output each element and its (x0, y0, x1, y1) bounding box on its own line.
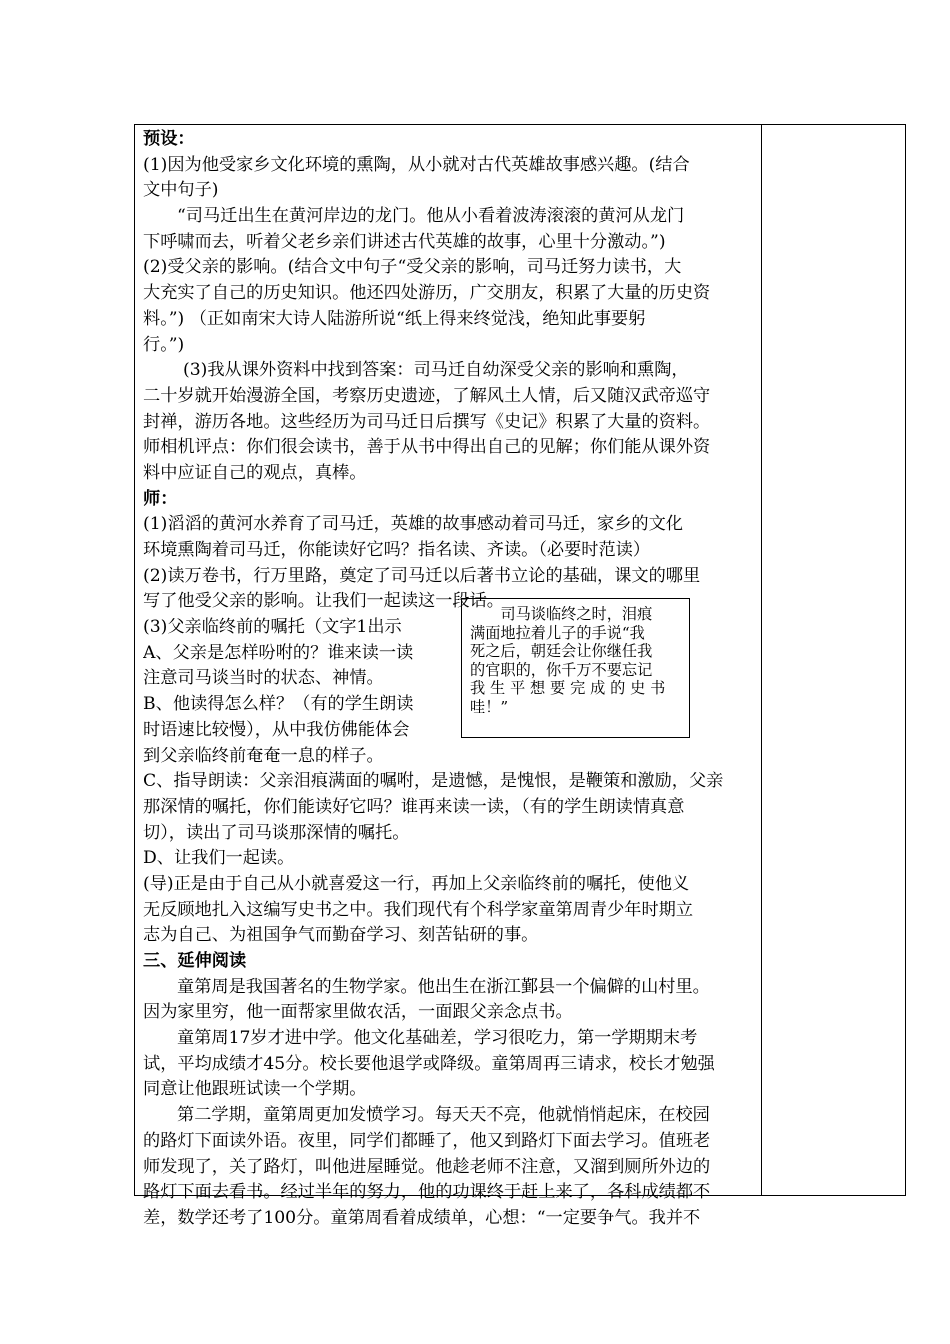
text-line: 文中句子) (143, 180, 219, 201)
text-line: 志为自己、为祖国争气而勤奋学习、刻苦钻研的事。 (143, 925, 539, 946)
text-line: 差，数学还考了100分。童第周看着成绩单，心想：“一定要争气。我并不 (143, 1207, 701, 1228)
text-line: (3)父亲临终前的嘱托（文字1出示 (143, 617, 402, 638)
text-line: 注意司马谈当时的状态、神情。 (143, 668, 384, 689)
text-line: C、指导朗读：父亲泪痕满面的嘱咐，是遗憾，是愧恨，是鞭策和激励，父亲 (143, 771, 724, 792)
section-heading: 师： (143, 488, 178, 509)
text-line: 师发现了，关了路灯，叫他进屋睡觉。他趁老师不注意，又溜到厕所外边的 (143, 1156, 711, 1177)
text-line: “司马迁出生在黄河岸边的龙门。他从小看着波涛滚滚的黄河从龙门 (177, 206, 685, 227)
column-divider (761, 125, 762, 1195)
text-line: (3)我从课外资料中找到答案：司马迁自幼深受父亲的影响和熏陶， (183, 360, 689, 381)
text-line: 环境熏陶着司马迁，你能读好它吗？指名读、齐读。（必要时范读） (143, 540, 651, 560)
text-line: 行。”) (143, 334, 185, 355)
text-line: 无反顾地扎入这编写史书之中。我们现代有个科学家童第周青少年时期立 (143, 899, 694, 920)
text-line: 那深情的嘱托，你们能读好它吗？谁再来读一读，（有的学生朗读情真意 (143, 796, 685, 817)
text-line: 试，平均成绩才45分。校长要他退学或降级。童第周再三请求，校长才勉强 (143, 1053, 715, 1074)
text-line: 师相机评点：你们很会读书，善于从书中得出自己的见解；你们能从课外资 (143, 437, 711, 458)
section-heading: 预设： (143, 129, 195, 149)
text-line: 同意让他跟班试读一个学期。 (143, 1079, 367, 1100)
text-line: 的路灯下面读外语。夜里，同学们都睡了，他又到路灯下面去学习。值班老 (143, 1130, 711, 1151)
quote-line: 满面地拉着儿子的手说“我 (470, 623, 645, 642)
text-line: 童第周是我国著名的生物学家。他出生在浙江鄞县一个偏僻的山村里。 (177, 976, 710, 997)
text-line: 封禅，游历各地。这些经历为司马迁日后撰写《史记》积累了大量的资料。 (143, 411, 711, 432)
quote-line: 司马谈临终之时，泪痕 (470, 605, 653, 623)
text-line: (2)读万卷书，行万里路，奠定了司马迁以后著书立论的基础，课文的哪里 (143, 565, 701, 586)
text-line: 路灯下面去看书。经过半年的努力，他的功课终于赶上来了，各科成绩都不 (143, 1182, 711, 1203)
quote-line: 死之后，朝廷会让你继任我 (470, 642, 653, 661)
text-line: 切），读出了司马谈那深情的嘱托。 (143, 822, 410, 843)
quote-line: 的官职的，你千万不要忘记 (470, 660, 653, 679)
text-line: 下呼啸而去，听着父老乡亲们讲述古代英雄的故事，心里十分激动。”) (143, 231, 666, 252)
text-line: 大充实了自己的历史知识。他还四处游历，广交朋友，积累了大量的历史资 (143, 283, 711, 304)
text-line: 写了他受父亲的影响。让我们一起读这一段话。 (143, 591, 504, 612)
text-line: 因为家里穷，他一面帮家里做农活，一面跟父亲念点书。 (143, 1002, 573, 1023)
text-line: 第二学期，童第周更加发愤学习。每天天不亮，他就悄悄起床，在校园 (177, 1105, 710, 1126)
quote-text-box (461, 598, 690, 738)
text-line: 童第周17岁才进中学。他文化基础差，学习很吃力，第一学期期末考 (177, 1028, 698, 1049)
text-line: (1)滔滔的黄河水养育了司马迁，英雄的故事感动着司马迁，家乡的文化 (143, 514, 683, 535)
lesson-table (134, 124, 906, 1228)
text-line: 到父亲临终前奄奄一息的样子。 (143, 745, 384, 766)
text-line: (导)正是由于自己从小就喜爱这一行，再加上父亲临终前的嘱托，使他义 (143, 873, 690, 894)
quote-line: 哇！” (470, 697, 509, 716)
section-heading: 三、延伸阅读 (143, 951, 247, 971)
text-line: D、让我们一起读。 (143, 848, 295, 869)
text-line: 时语速比较慢），从中我仿佛能体会 (143, 719, 410, 740)
quote-line: 我 生 平 想 要 完 成 的 史 书 (470, 679, 666, 698)
text-line: 料中应证自己的观点，真棒。 (143, 462, 367, 483)
text-line: B、他读得怎么样？（有的学生朗读 (143, 694, 414, 715)
text-line: 二十岁就开始漫游全国，考察历史遗迹，了解风土人情，后又随汉武帝巡守 (143, 385, 711, 406)
text-line: A、父亲是怎样吩咐的？谁来读一读 (143, 642, 414, 663)
text-line: (2)受父亲的影响。(结合文中句子“受父亲的影响，司马迁努力读书，大 (143, 257, 682, 278)
text-line: 料。”) （正如南宋大诗人陆游所说“纸上得来终觉浅，绝知此事要躬 (143, 308, 646, 329)
text-line: (1)因为他受家乡文化环境的熏陶，从小就对古代英雄故事感兴趣。(结合 (143, 154, 690, 175)
